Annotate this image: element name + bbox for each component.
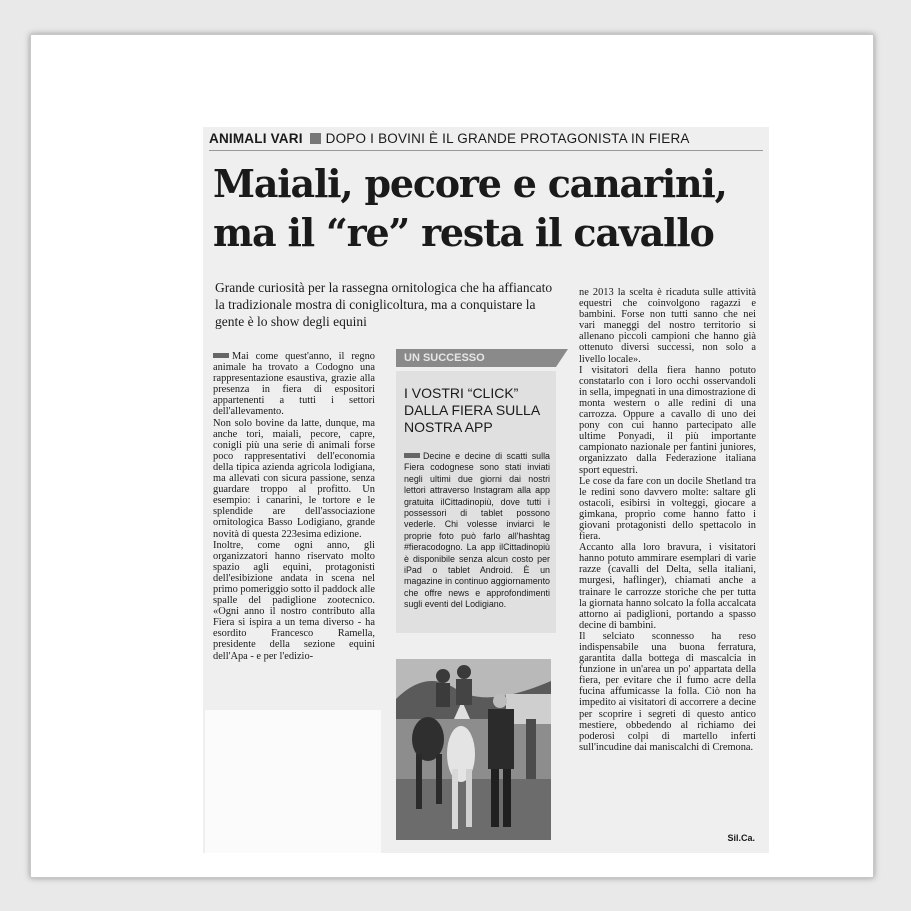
lead-bullet-icon xyxy=(404,453,420,458)
paragraph: Accanto alla loro bravura, i visitatori hanno potuto ammirare esemplari di varie razze (cavalli del Delta, sella italiani, murgesi, haflinger), chiamati anche a trainare le carrozze storiche che per tutta la giornata hanno solcato la folla accalcata attorno ai padiglioni, portando a spasso decine di bambini. xyxy=(579,542,756,631)
paragraph: I visitatori della fiera hanno potuto constatarlo con i loro occhi osservandoli in sella, impegnati in una dimostrazione di monta western o alle redini di una carrozza. Oppure a cavallo di uno dei pony con cui hanno partecipato alle ultime Ponyadi, il più importante campionato nazionale per fantini juniores, organizzato dalla Federazione italiana sport equestri. xyxy=(579,364,756,476)
paragraph: Inoltre, come ogni anno, gli organizzatori hanno riservato molto spazio agli equini, protagonisti dell'esibizione andata in scena nel primo pomeriggio sotto il paddock alle spalle del padiglione zootecnico. «Ogni anno il nostro contributo alla Fiera si ispira a un tema diverso - ha esordito Francesco Ramella, presidente della sezione equini dell'Apa - e per l'edizio- xyxy=(213,539,375,662)
paragraph: Il selciato sconnesso ha reso indispensabile una buona ferratura, garantita dalla bottega di mascalcia in funzione in un'area un po' appartata della fiera, per evitare che il fumo acre della fucina affumicasse la folla. Ciò non ha impedito ai visitatori di accorrere a decine per scoprire i segreti di questo antico mestiere, obbedendo al richiamo dei poderosi colpi di martello inferti sull'incudine dai maniscalchi di Cremona. xyxy=(579,630,756,753)
page-frame xyxy=(30,34,874,878)
left-column xyxy=(213,351,375,662)
paragraph: Non solo bovine da latte, dunque, ma anche tori, maiali, pecore, capre, conigli più una serie di animali forse poco rappresentativi dell'economia della tipica azienda agricola lodigiana, ma allevati con sicura passione, senza guardare troppo al profitto. Un esempio: i canarini, le tortore e le splendide are dell'associazione ornitologica Basso Lodigiano, grande novità di questa 223esima edizione. xyxy=(213,417,375,540)
horse-riders-photo xyxy=(396,659,551,840)
sidebar-box-text-body: Decine e decine di scatti sulla Fiera codognese sono stati inviati negli ultimi due giorni dai nostri lettori attraverso Instagram alla app gratuita ilCittadinopiù, dove tutti i possessori di tablet possono vederle. Chi volesse inviarci le proprie foto può farlo all'hashtag #fieracodogno. La app ilCittadinopiù è disponibile senza alcun costo per iPad o tablet Android. È un magazine in continuo aggiornamento che offre news e approfondimenti sugli eventi del Lodigiano. xyxy=(404,451,550,610)
horse-riders-illustration xyxy=(396,659,551,840)
sidebar-box xyxy=(396,371,556,633)
newspaper-clipping xyxy=(203,127,769,853)
sidebar-box-text xyxy=(404,451,550,611)
kicker-text: DOPO I BOVINI È IL GRANDE PROTAGONISTA IN FIERA xyxy=(325,131,690,146)
section-label: ANIMALI VARI xyxy=(209,131,303,146)
right-column xyxy=(579,287,756,753)
sidebar-box-label: UN SUCCESSO xyxy=(396,349,556,367)
blank-area xyxy=(205,710,381,853)
kicker xyxy=(209,131,690,146)
paragraph-text: Mai come quest'anno, il regno animale ha trovato a Codogno una rappresentazione esaustiva, grazie alla presenza in fiera di espositori appartenenti a tutti i settori dell'allevamento. xyxy=(213,351,375,418)
lead-bullet-icon xyxy=(213,353,229,358)
byline: Sil.Ca. xyxy=(727,833,755,843)
paragraph: ne 2013 la scelta è ricaduta sulle attività equestri che coinvolgono ragazzi e bambini. Forse non tutti sanno che nei vari maneggi del nostro territorio si allenano piccoli campioni che hanno già ottenuto diversi successi, non solo a livello locale». xyxy=(579,287,756,365)
paragraph xyxy=(213,351,375,418)
subhead: Grande curiosità per la rassegna ornitologica che ha affiancato la tradizionale mostra di coniglicoltura, ma a conquistare la gente è lo show degli equini xyxy=(215,280,553,329)
sidebar-box-title: I VOSTRI “CLICK” DALLA FIERA SULLA NOSTRA APP xyxy=(404,385,540,435)
divider xyxy=(209,150,763,151)
headline: Maiali, pecore e canarini, ma il “re” resta il cavallo xyxy=(213,161,727,255)
paragraph: Le cose da fare con un docile Shetland tra le redini sono davvero molte: saltare gli ostacoli, esibirsi in volteggi, giocare a gimkana, proprio come hanno fatto i giovani protagonisti dello spettacolo in fiera. xyxy=(579,475,756,543)
square-bullet-icon xyxy=(310,133,321,144)
